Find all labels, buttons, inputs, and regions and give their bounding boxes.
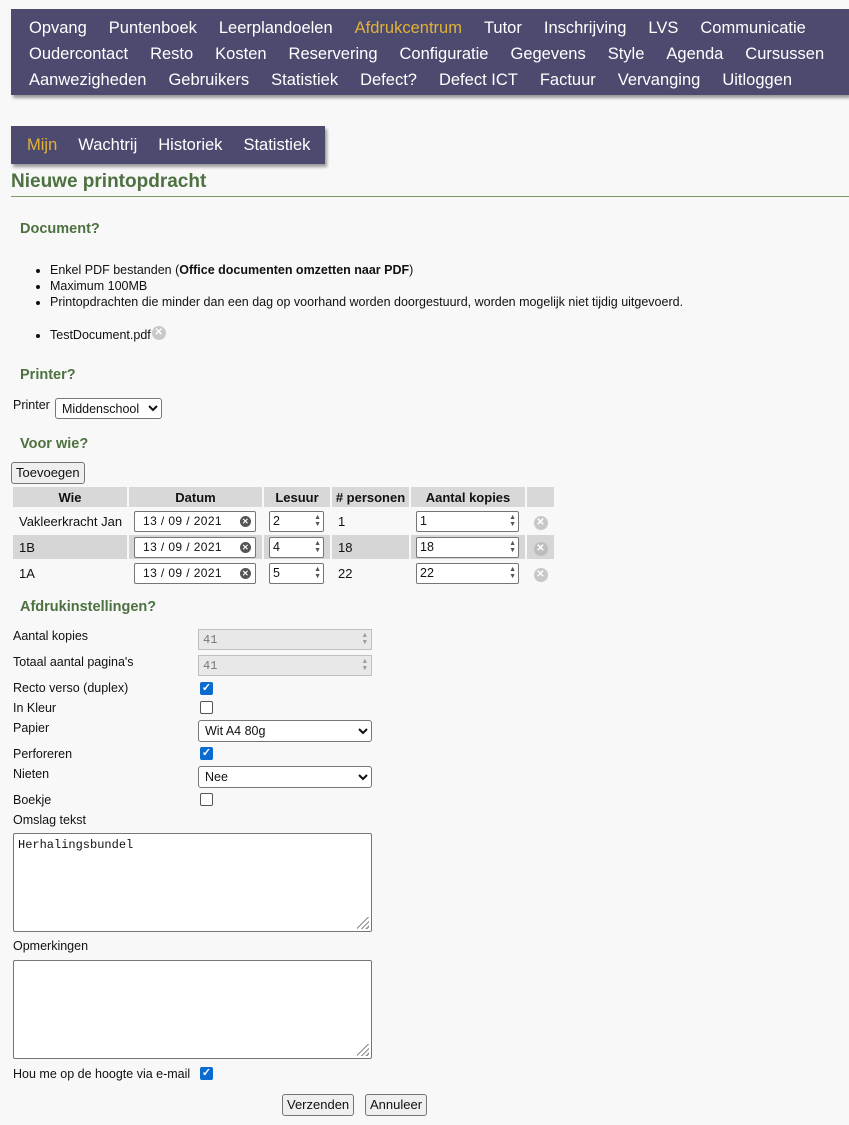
- lesuur-value: 5: [273, 566, 280, 580]
- nav-item-kosten[interactable]: Kosten: [215, 44, 267, 63]
- date-value: 13 / 09 / 2021: [143, 566, 222, 580]
- title-divider: [11, 196, 849, 197]
- nav-item-style[interactable]: Style: [607, 44, 645, 63]
- email-checkbox[interactable]: ✓: [201, 1067, 212, 1079]
- boekje-checkbox[interactable]: [200, 793, 213, 806]
- table-row: [13, 509, 554, 533]
- cell-lesuur: [264, 561, 330, 585]
- remove-row-icon[interactable]: ✕: [534, 568, 548, 582]
- subnav-item-statistiek[interactable]: Statistiek: [243, 135, 311, 154]
- spinner-arrows-icon[interactable]: ▲ ▼: [509, 514, 516, 528]
- omslag-value: Herhalingsbundel: [18, 838, 134, 852]
- perforeren-checkbox[interactable]: ✓: [201, 747, 212, 759]
- cell-remove: [527, 535, 554, 559]
- omslag-textarea[interactable]: [13, 833, 372, 932]
- kopies-value: 1: [420, 514, 427, 528]
- page-title: Nieuwe printopdracht: [11, 171, 207, 192]
- date-input[interactable]: [134, 563, 256, 584]
- nav-item-defect-ict[interactable]: Defect ICT: [438, 70, 518, 89]
- settings-heading: Afdrukinstellingen?: [20, 599, 157, 615]
- sub-navigation: [11, 126, 325, 164]
- nav-item-opvang[interactable]: Opvang: [29, 18, 87, 37]
- omslag-label: Omslag tekst: [13, 813, 86, 827]
- clear-date-icon[interactable]: ✕: [241, 542, 250, 552]
- col-lesuur: Lesuur: [264, 487, 330, 507]
- nav-item-uitloggen[interactable]: Uitloggen: [722, 70, 793, 89]
- nav-item-lvs[interactable]: LVS: [648, 18, 679, 37]
- nav-item-leerplandoelen[interactable]: Leerplandoelen: [218, 18, 333, 37]
- nieten-label: Nieten: [13, 767, 50, 781]
- nav-row-1: [29, 15, 843, 41]
- date-input[interactable]: [134, 511, 256, 532]
- nav-item-oudercontact[interactable]: Oudercontact: [29, 44, 129, 63]
- cell-wie: 1A: [19, 565, 35, 581]
- convert-office-link[interactable]: Office documenten omzetten naar PDF: [179, 263, 410, 277]
- kopies-value: 18: [420, 540, 434, 554]
- date-value: 13 / 09 / 2021: [143, 540, 222, 554]
- submit-button[interactable]: Verzenden: [282, 1094, 354, 1116]
- nav-item-vervanging[interactable]: Vervanging: [617, 70, 701, 89]
- main-navigation: [11, 9, 849, 95]
- kopies-input[interactable]: [416, 537, 519, 558]
- nav-item-puntenboek[interactable]: Puntenboek: [108, 18, 197, 37]
- cell-remove: [527, 509, 554, 533]
- col-remove: [527, 487, 554, 507]
- duplex-checkbox[interactable]: ✓: [201, 682, 212, 694]
- subnav-item-historiek[interactable]: Historiek: [158, 135, 223, 154]
- kopies-value: 22: [420, 566, 434, 580]
- voorwie-heading: Voor wie?: [20, 436, 89, 452]
- uploaded-file-item: [50, 327, 166, 344]
- nav-item-reservering[interactable]: Reservering: [288, 44, 378, 63]
- cancel-button[interactable]: Annuleer: [365, 1094, 427, 1116]
- spinner-arrows-icon[interactable]: ▲ ▼: [314, 514, 321, 528]
- uploaded-files: [32, 327, 166, 344]
- spinner-arrows-icon: ▲ ▼: [362, 631, 367, 647]
- cell-datum: [129, 509, 262, 533]
- remove-row-icon[interactable]: ✕: [534, 516, 548, 530]
- rule-pdf-prefix: Enkel PDF bestanden (: [50, 263, 180, 277]
- cell-datum: [129, 561, 262, 585]
- nav-item-tutor[interactable]: Tutor: [483, 18, 522, 37]
- table-header-row: [13, 487, 554, 507]
- nav-item-configuratie[interactable]: Configuratie: [399, 44, 489, 63]
- spinner-arrows-icon[interactable]: ▲ ▼: [314, 566, 321, 580]
- resize-grip-icon[interactable]: [357, 1044, 369, 1056]
- cell-personen: 1: [338, 513, 346, 529]
- kleur-label: In Kleur: [13, 701, 57, 715]
- document-heading: Document?: [20, 221, 100, 237]
- cell-lesuur: [264, 509, 330, 533]
- subnav-item-mijn[interactable]: Mijn: [27, 135, 58, 154]
- table-row: [13, 561, 554, 585]
- spinner-arrows-icon[interactable]: ▲ ▼: [314, 540, 321, 554]
- kleur-checkbox[interactable]: [200, 701, 213, 714]
- nav-item-resto[interactable]: Resto: [150, 44, 194, 63]
- nav-item-gegevens[interactable]: Gegevens: [510, 44, 586, 63]
- opmerkingen-textarea[interactable]: [13, 960, 372, 1059]
- email-label: Hou me op de hoogte via e-mail: [13, 1067, 191, 1081]
- aantal-kopies-field: [198, 629, 372, 650]
- opmerkingen-label: Opmerkingen: [13, 939, 89, 953]
- totaal-paginas-field: [198, 655, 372, 676]
- clear-date-icon[interactable]: ✕: [241, 568, 250, 578]
- kopies-input[interactable]: [416, 563, 519, 584]
- document-rules: [32, 262, 683, 310]
- spinner-arrows-icon[interactable]: ▲ ▼: [509, 566, 516, 580]
- nav-row-3: [29, 67, 843, 93]
- cell-kopies: [411, 561, 525, 585]
- lesuur-input[interactable]: [269, 563, 324, 584]
- papier-select[interactable]: [198, 720, 372, 742]
- nav-item-afdrukcentrum[interactable]: Afdrukcentrum: [354, 18, 462, 37]
- aantal-kopies-label: Aantal kopies: [13, 629, 89, 643]
- nav-item-communicatie[interactable]: Communicatie: [700, 18, 806, 37]
- resize-grip-icon[interactable]: [357, 917, 369, 929]
- nav-item-gebruikers[interactable]: Gebruikers: [168, 70, 250, 89]
- printer-select[interactable]: [55, 398, 162, 419]
- lesuur-input[interactable]: [269, 511, 324, 532]
- perforeren-label: Perforeren: [13, 747, 73, 761]
- spinner-arrows-icon: ▲ ▼: [362, 657, 367, 673]
- nav-item-statistiek[interactable]: Statistiek: [271, 70, 339, 89]
- nav-item-inschrijving[interactable]: Inschrijving: [543, 18, 627, 37]
- spinner-arrows-icon[interactable]: ▲ ▼: [509, 540, 516, 554]
- cell-remove: [527, 561, 554, 585]
- col-wie: Wie: [13, 487, 127, 507]
- clear-date-icon[interactable]: ✕: [241, 516, 250, 526]
- remove-file-icon[interactable]: ✕: [152, 326, 166, 340]
- table-row: [13, 535, 554, 559]
- subnav-item-wachtrij[interactable]: Wachtrij: [78, 135, 138, 154]
- printer-label: Printer: [13, 398, 50, 412]
- rule-pdf-suffix: ): [409, 263, 414, 277]
- date-input[interactable]: [134, 537, 256, 558]
- remove-row-icon[interactable]: ✕: [534, 542, 548, 556]
- nav-row-2: [29, 41, 843, 67]
- recipients-table: [11, 485, 556, 587]
- nav-item-cursussen[interactable]: Cursussen: [745, 44, 825, 63]
- nav-item-defect[interactable]: Defect?: [360, 70, 417, 89]
- nav-item-factuur[interactable]: Factuur: [539, 70, 596, 89]
- lesuur-input[interactable]: [269, 537, 324, 558]
- totaal-paginas-label: Totaal aantal pagina's: [13, 655, 134, 669]
- cell-kopies: [411, 509, 525, 533]
- lesuur-value: 4: [273, 540, 280, 554]
- cell-datum: [129, 535, 262, 559]
- col-datum: Datum: [129, 487, 262, 507]
- rule-timing: • Printopdrachten die minder dan een dag op voorhand worden doorgestuurd, worden mogelijk niet tijdig uitgevoerd.: [50, 294, 683, 310]
- file-name: TestDocument.pdf: [50, 328, 151, 342]
- cell-kopies: [411, 535, 525, 559]
- col-kopies: Aantal kopies: [411, 487, 525, 507]
- nieten-select[interactable]: [198, 766, 372, 788]
- cell-wie: 1B: [13, 535, 127, 559]
- boekje-label: Boekje: [13, 793, 52, 807]
- cell-personen: 22: [338, 565, 353, 581]
- nav-item-agenda[interactable]: Agenda: [666, 44, 724, 63]
- cell-wie: Vakleerkracht Jan: [19, 513, 123, 529]
- add-recipient-button[interactable]: Toevoegen: [11, 462, 85, 484]
- cell-personen: 18: [332, 535, 409, 559]
- kopies-input[interactable]: [416, 511, 519, 532]
- rule-max-size: • Maximum 100MB: [50, 278, 683, 294]
- aantal-kopies-value: 41: [203, 632, 218, 647]
- totaal-paginas-value: 41: [203, 658, 218, 673]
- papier-label: Papier: [13, 721, 50, 735]
- duplex-label: Recto verso (duplex): [13, 681, 129, 695]
- rule-pdf-only: [50, 262, 683, 278]
- col-personen: # personen: [332, 487, 409, 507]
- lesuur-value: 2: [273, 514, 280, 528]
- date-value: 13 / 09 / 2021: [143, 514, 222, 528]
- printer-heading: Printer?: [20, 367, 76, 383]
- cell-lesuur: [264, 535, 330, 559]
- nav-item-aanwezigheden[interactable]: Aanwezigheden: [29, 70, 147, 89]
